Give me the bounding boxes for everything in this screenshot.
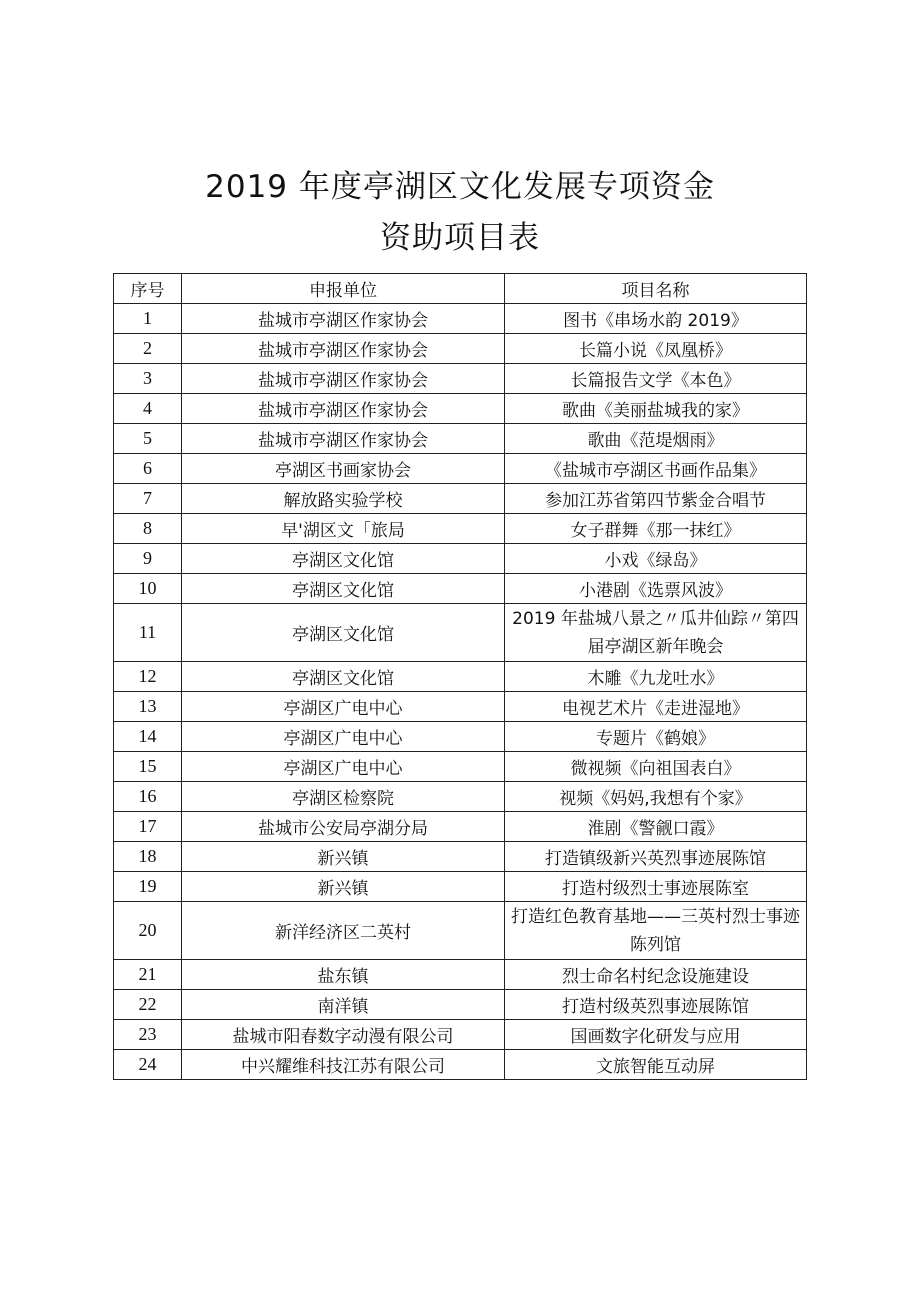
cell-no: 6 bbox=[114, 454, 182, 484]
cell-name: 电视艺术片《走进湿地》 bbox=[505, 692, 807, 722]
cell-name: 打造村级英烈事迹展陈馆 bbox=[505, 990, 807, 1020]
table-row bbox=[114, 902, 807, 960]
table-row bbox=[114, 454, 807, 484]
table-row bbox=[114, 842, 807, 872]
cell-no: 19 bbox=[114, 872, 182, 902]
project-table bbox=[113, 273, 807, 1080]
cell-unit: 亭湖区广电中心 bbox=[182, 692, 505, 722]
cell-unit: 早'湖区文「旅局 bbox=[182, 514, 505, 544]
cell-name: 淮剧《警觎口霞》 bbox=[505, 812, 807, 842]
table-row bbox=[114, 574, 807, 604]
table-row bbox=[114, 394, 807, 424]
cell-no: 3 bbox=[114, 364, 182, 394]
cell-unit: 新洋经济区二英村 bbox=[182, 902, 505, 960]
cell-unit: 盐城市阳春数字动漫有限公司 bbox=[182, 1020, 505, 1050]
table-row bbox=[114, 752, 807, 782]
cell-no: 12 bbox=[114, 662, 182, 692]
cell-no: 9 bbox=[114, 544, 182, 574]
cell-no: 1 bbox=[114, 304, 182, 334]
cell-unit: 南洋镇 bbox=[182, 990, 505, 1020]
cell-unit: 亭湖区检察院 bbox=[182, 782, 505, 812]
cell-name: 图书《串场水韵 2019》 bbox=[505, 304, 807, 334]
cell-no: 22 bbox=[114, 990, 182, 1020]
cell-no: 11 bbox=[114, 604, 182, 662]
cell-no: 15 bbox=[114, 752, 182, 782]
cell-no: 20 bbox=[114, 902, 182, 960]
cell-no: 8 bbox=[114, 514, 182, 544]
cell-unit: 盐城市亭湖区作家协会 bbox=[182, 304, 505, 334]
cell-name: 长篇报告文学《本色》 bbox=[505, 364, 807, 394]
cell-no: 14 bbox=[114, 722, 182, 752]
cell-unit: 亭湖区书画家协会 bbox=[182, 454, 505, 484]
cell-unit: 新兴镇 bbox=[182, 872, 505, 902]
header-name: 项目名称 bbox=[505, 274, 807, 304]
cell-name: 小港剧《选票风波》 bbox=[505, 574, 807, 604]
cell-name: 微视频《向祖国表白》 bbox=[505, 752, 807, 782]
cell-no: 2 bbox=[114, 334, 182, 364]
cell-name: 打造镇级新兴英烈事迹展陈馆 bbox=[505, 842, 807, 872]
table-row bbox=[114, 514, 807, 544]
cell-name: 小戏《绿岛》 bbox=[505, 544, 807, 574]
cell-unit: 中兴耀维科技江苏有限公司 bbox=[182, 1050, 505, 1080]
cell-name: 专题片《鹤娘》 bbox=[505, 722, 807, 752]
cell-no: 5 bbox=[114, 424, 182, 454]
table-row bbox=[114, 334, 807, 364]
document-title-line1: 2019 年度亭湖区文化发展专项资金 bbox=[205, 169, 715, 205]
cell-name: 打造村级烈士事迹展陈室 bbox=[505, 872, 807, 902]
cell-no: 23 bbox=[114, 1020, 182, 1050]
cell-no: 10 bbox=[114, 574, 182, 604]
cell-unit: 盐城市亭湖区作家协会 bbox=[182, 364, 505, 394]
cell-name: 歌曲《范堤烟雨》 bbox=[505, 424, 807, 454]
table-row bbox=[114, 304, 807, 334]
header-no: 序号 bbox=[114, 274, 182, 304]
cell-no: 16 bbox=[114, 782, 182, 812]
table-row bbox=[114, 544, 807, 574]
table-row bbox=[114, 604, 807, 662]
table-row bbox=[114, 812, 807, 842]
cell-unit: 亭湖区文化馆 bbox=[182, 574, 505, 604]
table-row bbox=[114, 424, 807, 454]
cell-name: 文旅智能互动屏 bbox=[505, 1050, 807, 1080]
table-row bbox=[114, 1050, 807, 1080]
table-row bbox=[114, 990, 807, 1020]
table-row bbox=[114, 692, 807, 722]
cell-name: 国画数字化研发与应用 bbox=[505, 1020, 807, 1050]
cell-unit: 盐城市公安局亭湖分局 bbox=[182, 812, 505, 842]
table-row bbox=[114, 364, 807, 394]
cell-name: 视频《妈妈,我想有个家》 bbox=[505, 782, 807, 812]
cell-unit: 亭湖区广电中心 bbox=[182, 752, 505, 782]
cell-unit: 亭湖区文化馆 bbox=[182, 662, 505, 692]
cell-no: 4 bbox=[114, 394, 182, 424]
cell-no: 13 bbox=[114, 692, 182, 722]
cell-no: 7 bbox=[114, 484, 182, 514]
cell-no: 24 bbox=[114, 1050, 182, 1080]
cell-name: 长篇小说《凤凰桥》 bbox=[505, 334, 807, 364]
cell-unit: 解放路实验学校 bbox=[182, 484, 505, 514]
cell-name: 烈士命名村纪念设施建设 bbox=[505, 960, 807, 990]
table-row bbox=[114, 722, 807, 752]
table-row bbox=[114, 662, 807, 692]
cell-unit: 新兴镇 bbox=[182, 842, 505, 872]
cell-name: 打造红色教育基地——三英村烈士事迹陈列馆 bbox=[505, 902, 807, 960]
cell-name: 《盐城市亭湖区书画作品集》 bbox=[505, 454, 807, 484]
cell-name: 歌曲《美丽盐城我的家》 bbox=[505, 394, 807, 424]
cell-name: 木雕《九龙吐水》 bbox=[505, 662, 807, 692]
cell-unit: 盐东镇 bbox=[182, 960, 505, 990]
cell-no: 21 bbox=[114, 960, 182, 990]
cell-no: 17 bbox=[114, 812, 182, 842]
table-row bbox=[114, 1020, 807, 1050]
cell-unit: 盐城市亭湖区作家协会 bbox=[182, 394, 505, 424]
table-row bbox=[114, 782, 807, 812]
cell-no: 18 bbox=[114, 842, 182, 872]
table-row bbox=[114, 484, 807, 514]
cell-name: 女子群舞《那一抹红》 bbox=[505, 514, 807, 544]
table-row bbox=[114, 960, 807, 990]
cell-unit: 亭湖区广电中心 bbox=[182, 722, 505, 752]
cell-unit: 盐城市亭湖区作家协会 bbox=[182, 424, 505, 454]
cell-name: 参加江苏省第四节紫金合唱节 bbox=[505, 484, 807, 514]
table-header-row bbox=[114, 274, 807, 304]
header-unit: 申报单位 bbox=[182, 274, 505, 304]
cell-unit: 盐城市亭湖区作家协会 bbox=[182, 334, 505, 364]
table-row bbox=[114, 872, 807, 902]
document-title-line2: 资助项目表 bbox=[380, 220, 540, 256]
cell-unit: 亭湖区文化馆 bbox=[182, 544, 505, 574]
cell-unit: 亭湖区文化馆 bbox=[182, 604, 505, 662]
cell-name: 2019 年盐城八景之〃瓜井仙踪〃第四届亭湖区新年晚会 bbox=[505, 604, 807, 662]
table-body bbox=[114, 304, 807, 1080]
